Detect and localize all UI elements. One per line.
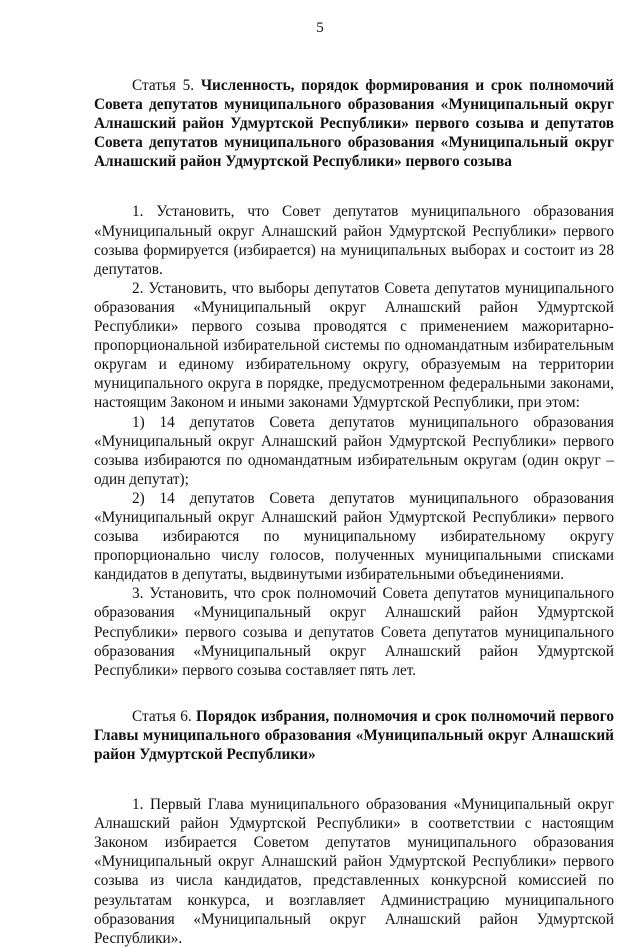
- article-6-title: Порядок избрания, полномочия и срок полномочий первого Главы муниципального образования «Муниципальный округ Алнашский район Удмуртской Республики»: [94, 707, 615, 763]
- article-6-paragraph: 1. Первый Глава муниципального образования «Муниципальный округ Алнашский район Удмуртской Республики» в соответствии с настоящим Законом избирается Советом депутатов муниципального образования «Муниципальный округ Алнашский район Удмуртской Республики» первого созыва из числа кандидатов, представленных конкурсной комиссией по результатам конкурса, и возглавляет Администрацию муниципального образования «Муниципальный округ Алнашский район Удмуртской Республики».: [94, 796, 614, 947]
- article-5-paragraph: 1. Установить, что Совет депутатов муниципального образования «Муниципальный округ Алнашский район Удмуртской Республики» первого созыва формируется (избирается) на муниципальных выборах и состоит из 28 депутатов.: [94, 203, 614, 278]
- article-5-list-item: 1) 14 депутатов Совета депутатов муниципального образования «Муниципальный округ Алнашский район Удмуртской Республики» первого созыва избираются по одномандатным избирательным округам (один округ – один депутат);: [94, 413, 614, 488]
- article-5-label: Статья 5.: [132, 77, 195, 94]
- article-6-label: Статья 6.: [132, 707, 192, 725]
- article-5-list-item: 2) 14 депутатов Совета депутатов муниципального образования «Муниципальный округ Алнашский район Удмуртской Республики» первого созыва избираются по муниципальному избирательному округу пропорционально числу голосов, полученных муниципальными списками кандидатов в депутаты, выдвинутыми избирательными объединениями.: [94, 489, 614, 584]
- document-body: [94, 76, 614, 948]
- page-number: 5: [316, 20, 324, 36]
- article-5-heading: [94, 76, 614, 171]
- article-5-paragraph: 3. Установить, что срок полномочий Совета депутатов муниципального образования «Муниципальный округ Алнашский район Удмуртской Республики» первого созыва и депутатов Совета депутатов муниципального образования «Муниципальный округ Алнашский район Удмуртской Республики» первого созыва составляет пять лет.: [94, 585, 614, 679]
- article-5-paragraph: 2. Установить, что выборы депутатов Совета депутатов муниципального образования «Муниципальный округ Алнашский район Удмуртской Республики» первого созыва проводятся с применением мажоритарно-пропорциональной избирательной системы по одномандатным избирательным округам и единому избирательному округу, образуемым на территории муниципального округа в порядке, предусмотренном федеральными законами, настоящим Законом и иными законами Удмуртской Республики, при этом:: [94, 279, 614, 412]
- article-6-heading: [94, 707, 614, 764]
- article-5-title: Численность, порядок формирования и срок полномочий Совета депутатов муниципального образования «Муниципальный округ Алнашский район Удмуртской Республики» первого созыва и депутатов Совета депутатов муниципального образования «Муниципальный округ Алнашский район Удмуртской Республики» первого созыва: [94, 77, 614, 171]
